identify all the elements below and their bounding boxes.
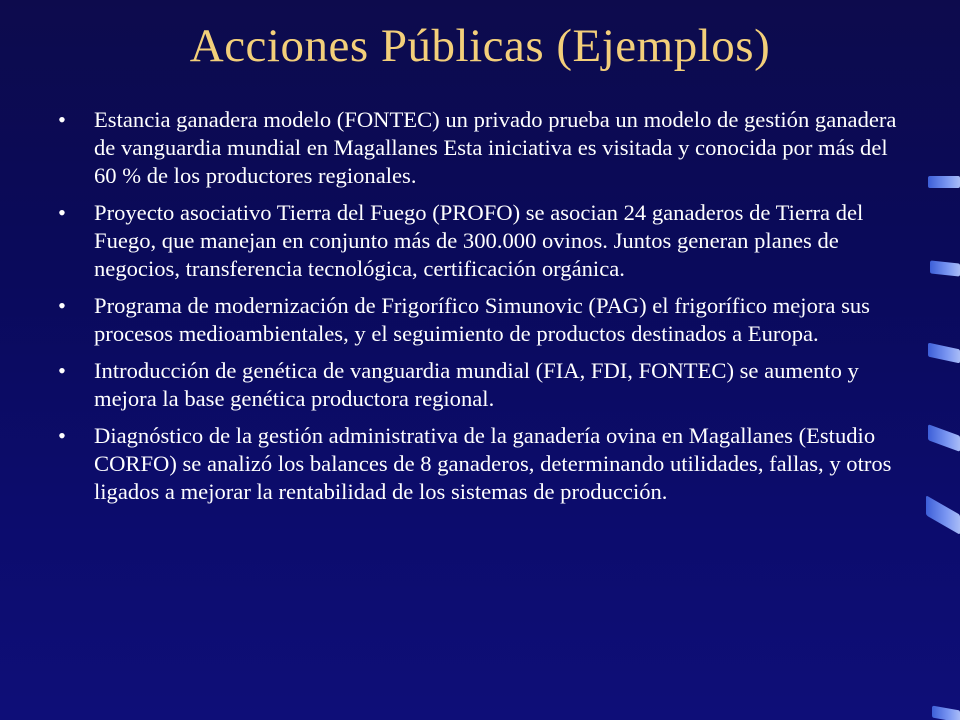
bullet-dot-icon: • — [58, 200, 66, 225]
bullet-text: Introducción de genética de vanguardia mundial (FIA, FDI, FONTEC) se aumento y mejora la base genética productora regional. — [94, 358, 859, 411]
bullet-dot-icon: • — [58, 293, 66, 318]
edge-decoration-mark — [928, 343, 960, 364]
bullet-dot-icon: • — [58, 423, 66, 448]
edge-decoration-mark — [926, 495, 960, 535]
edge-decoration-mark — [930, 260, 960, 276]
slide-title: Acciones Públicas (Ejemplos) — [189, 20, 771, 72]
bullet-item — [56, 357, 906, 413]
bullet-item — [56, 292, 906, 348]
bullet-item — [56, 199, 906, 283]
edge-decoration-mark — [932, 706, 960, 720]
edge-decoration-mark — [928, 176, 960, 188]
bullet-text: Proyecto asociativo Tierra del Fuego (PROFO) se asocian 24 ganaderos de Tierra del Fuego, que manejan en conjunto más de 300.000 ovinos. Juntos generan planes de negocios, transferencia tecnológica, certificación orgánica. — [94, 200, 864, 281]
bullet-item — [56, 422, 906, 506]
bullet-dot-icon: • — [58, 358, 66, 383]
bullet-text: Programa de modernización de Frigorífico Simunovic (PAG) el frigorífico mejora sus procesos medioambientales, y el seguimiento de productos destinados a Europa. — [94, 293, 870, 346]
bullet-list — [56, 106, 906, 515]
bullet-dot-icon: • — [58, 107, 66, 132]
edge-decoration-mark — [928, 424, 960, 452]
bullet-item — [56, 106, 906, 190]
bullet-text: Estancia ganadera modelo (FONTEC) un privado prueba un modelo de gestión ganadera de vanguardia mundial en Magallanes Esta iniciativa es visitada y conocida por más del 60 % de los productores regionales. — [94, 107, 897, 188]
bullet-text: Diagnóstico de la gestión administrativa de la ganadería ovina en Magallanes (Estudio CORFO) se analizó los balances de 8 ganaderos, determinando utilidades, fallas, y otros ligados a mejorar la rentabilidad de los sistemas de producción. — [94, 423, 892, 504]
